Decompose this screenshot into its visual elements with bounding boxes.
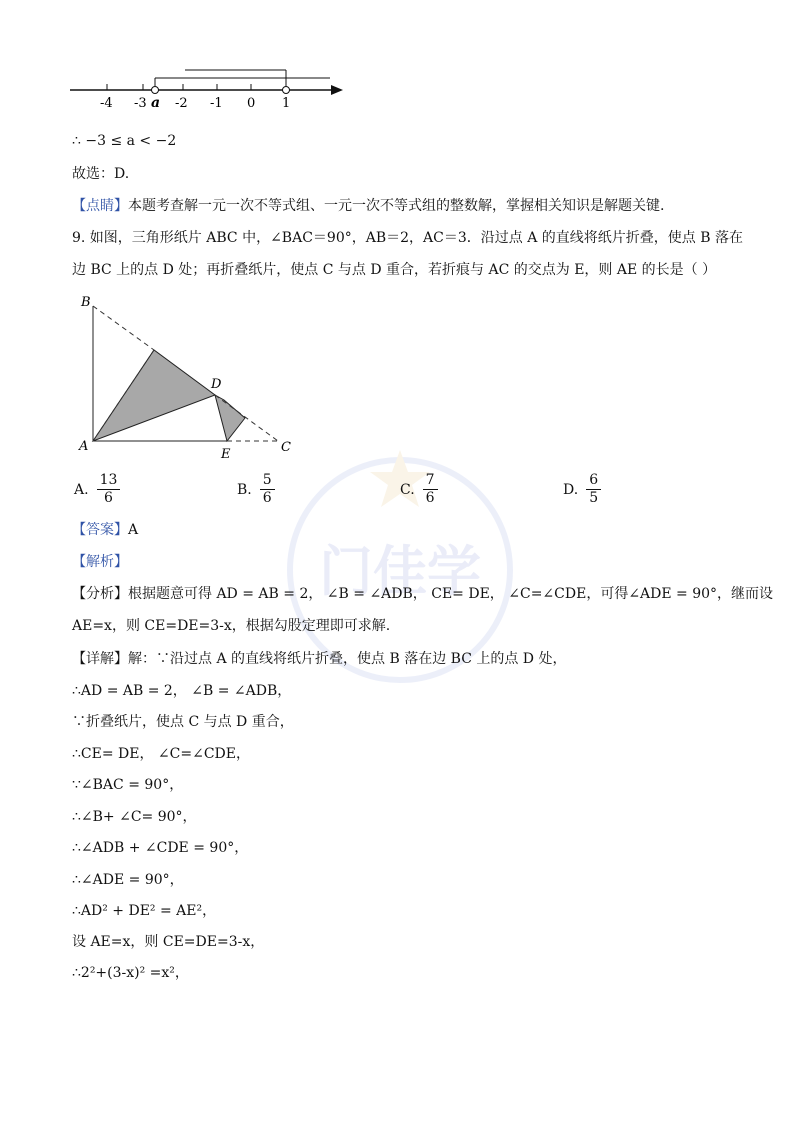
answer-tag: 【答案】 [72, 522, 128, 538]
option-fraction: $\frac{6}{5}$ [586, 472, 601, 507]
number-line [60, 60, 360, 115]
step-line: ∵折叠纸片，使点 C 与点 D 重合， [72, 714, 294, 730]
detail-text-1: 解：∵沿过点 A 的直线将纸片折叠，使点 B 落在边 BC 上的点 D 处， [128, 651, 567, 667]
detail-tag: 【详解】 [72, 651, 128, 667]
option-letter: C. [400, 481, 415, 498]
comment-tag: 【点睛】 [72, 198, 128, 214]
option-fraction: $\frac{13}{6}$ [97, 472, 121, 507]
analysis-tag: 【解析】 [72, 554, 128, 570]
option-a[interactable] [74, 472, 120, 507]
fenxi-line-1 [72, 585, 773, 603]
step-line: ∴∠ADB + ∠CDE = 90°， [72, 840, 249, 856]
question-9-line-2: 边 BC 上的点 D 处；再折叠纸片，使点 C 与点 D 重合，若折痕与 AC 的交点为 E，则 AE 的长是（ ） [72, 262, 717, 278]
fenxi-text-1: 根据题意可得 AD = AB = 2， ∠B = ∠ADB， CE= DE， ∠C=∠CDE，可得∠ADE = 90°，继而设 [128, 586, 774, 602]
step-line: ∴∠ADE = 90°， [72, 872, 184, 888]
svg-text:门佳学: 门佳学 [319, 539, 481, 603]
tick-label: 0 [247, 96, 256, 111]
tick-label: -1 [210, 96, 223, 111]
step-line: ∴2²+(3-x)² =x²， [72, 965, 189, 981]
tick-label: -4 [100, 96, 113, 111]
label-A: A [79, 439, 89, 454]
step-line: ∴∠B+ ∠C= 90°， [72, 809, 197, 825]
tick-label: 1 [282, 96, 291, 111]
step-line: 设 AE=x，则 CE=DE=3-x， [72, 934, 265, 950]
answer-line [72, 521, 138, 539]
option-c[interactable] [400, 472, 438, 507]
option-b[interactable] [237, 472, 275, 507]
label-D: D [211, 377, 222, 392]
tick-label: a [151, 95, 161, 111]
label-C: C [281, 440, 291, 455]
question-9-line-1: 9. 如图，三角形纸片 ABC 中，∠BAC＝90°，AB＝2，AC＝3．沿过点 A 的直线将纸片折叠，使点 B 落在 [72, 230, 743, 246]
fenxi-line-2: AE=x，则 CE=DE=3-x，根据勾股定理即可求解. [72, 618, 391, 634]
label-B: B [81, 295, 91, 310]
step-line: ∴AD = AB = 2， ∠B = ∠ADB， [72, 683, 292, 699]
tick-label: -3 [134, 96, 147, 111]
option-letter: A. [74, 481, 89, 498]
option-fraction: $\frac{5}{6}$ [260, 472, 275, 507]
detail-line-1 [72, 650, 566, 668]
fenxi-tag: 【分析】 [72, 586, 128, 602]
step-line: ∴AD² + DE² = AE²， [72, 903, 217, 919]
conclusion-line: ∴ −3 ≤ a < −2 [72, 133, 177, 149]
option-letter: D. [563, 481, 579, 498]
option-letter: B. [237, 481, 252, 498]
comment-line [72, 197, 664, 215]
answer-value: A [128, 522, 139, 538]
label-E: E [221, 447, 231, 462]
tick-label: -2 [175, 96, 188, 111]
step-line: ∴CE= DE， ∠C=∠CDE， [72, 746, 250, 762]
step-line: ∵∠BAC = 90°， [72, 777, 184, 793]
comment-text: 本题考查解一元一次不等式组、一元一次不等式组的整数解，掌握相关知识是解题关键. [128, 198, 665, 214]
triangle-figure [70, 288, 310, 468]
option-fraction: $\frac{7}{6}$ [423, 472, 438, 507]
choose-line: 故选：D. [72, 166, 130, 182]
option-d[interactable] [563, 472, 601, 507]
